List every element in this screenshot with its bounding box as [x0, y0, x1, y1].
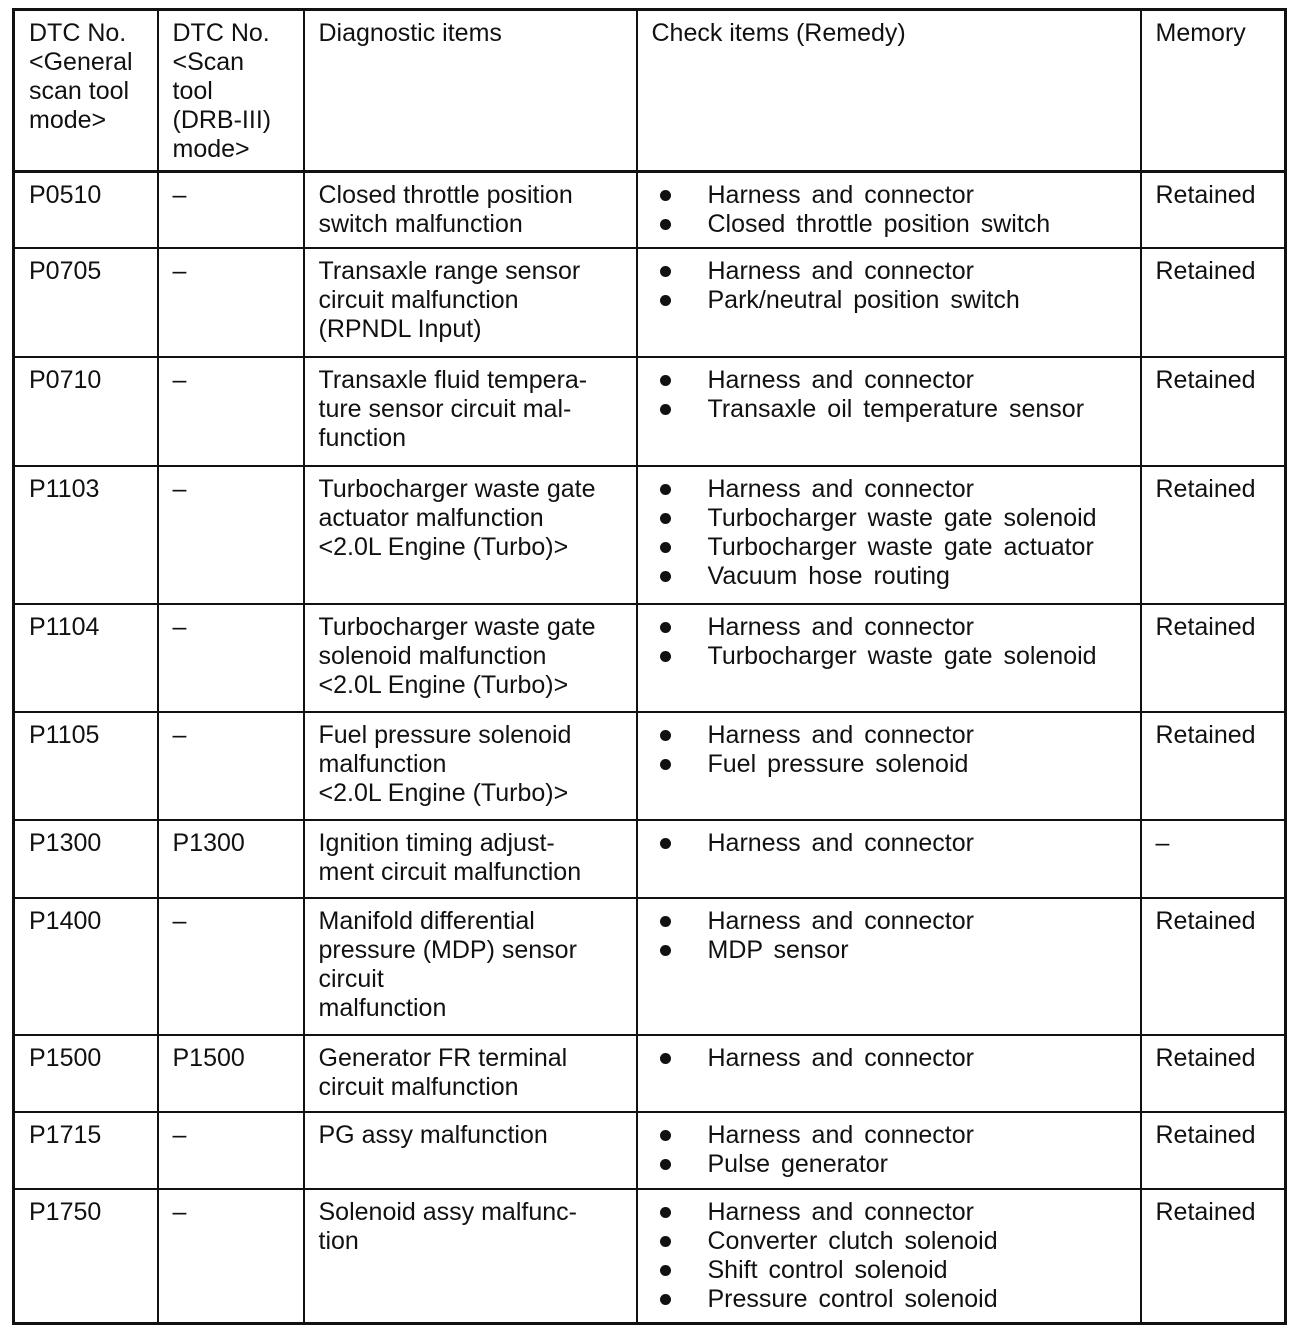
dtc-scan-cell: – [158, 1112, 304, 1189]
check-list [652, 1198, 1130, 1314]
check-item [652, 475, 1130, 504]
table-row [14, 357, 1286, 466]
check-items-cell [637, 898, 1141, 1035]
diagnostic-item-cell: Turbocharger waste gate solenoid malfunction <2.0L Engine (Turbo)> [304, 604, 637, 712]
check-list [652, 1121, 1130, 1179]
check-item [652, 1150, 1130, 1179]
table-row [14, 898, 1286, 1035]
memory-cell: Retained [1141, 466, 1286, 604]
check-item [652, 366, 1130, 395]
dtc-scan-cell: – [158, 898, 304, 1035]
check-item-text: Turbocharger waste gate solenoid [707, 641, 1097, 670]
check-list [652, 613, 1130, 671]
memory-cell: Retained [1141, 172, 1286, 248]
bullet-icon [660, 730, 671, 741]
check-list [652, 257, 1130, 315]
check-item [652, 504, 1130, 533]
check-item [652, 562, 1130, 591]
check-item-text: Harness and connector [707, 720, 974, 749]
diagnostic-item-cell: Closed throttle position switch malfunction [304, 172, 637, 248]
table-row [14, 466, 1286, 604]
bullet-icon [660, 1159, 671, 1170]
check-item [652, 936, 1130, 965]
dtc-scan-cell: – [158, 604, 304, 712]
bullet-icon [660, 404, 671, 415]
table-row [14, 604, 1286, 712]
check-item [652, 1256, 1130, 1285]
check-list [652, 907, 1130, 965]
dtc-general-cell: P0710 [14, 357, 158, 466]
table-row [14, 1189, 1286, 1324]
memory-cell: Retained [1141, 1112, 1286, 1189]
table-row [14, 1035, 1286, 1112]
check-items-cell [637, 357, 1141, 466]
bullet-icon [660, 295, 671, 306]
table-row [14, 820, 1286, 898]
memory-cell: Retained [1141, 1035, 1286, 1112]
bullet-icon [660, 513, 671, 524]
bullet-icon [660, 1265, 671, 1276]
bullet-icon [660, 1130, 671, 1141]
header-dtc-scan: DTC No. <Scan tool (DRB-III) mode> [158, 10, 304, 172]
dtc-general-cell: P1400 [14, 898, 158, 1035]
memory-cell: Retained [1141, 357, 1286, 466]
check-item-text: Harness and connector [707, 256, 974, 285]
dtc-general-cell: P1104 [14, 604, 158, 712]
bullet-icon [660, 1236, 671, 1247]
bullet-icon [660, 484, 671, 495]
table-row [14, 1112, 1286, 1189]
bullet-icon [660, 651, 671, 662]
diagnostic-item-cell: Fuel pressure solenoid malfunction <2.0L Engine (Turbo)> [304, 712, 637, 820]
check-item-text: Harness and connector [707, 181, 974, 209]
bullet-icon [660, 219, 671, 230]
diagnostic-item-cell: Ignition timing adjust- ment circuit malfunction [304, 820, 637, 898]
check-item-text: Fuel pressure solenoid [707, 749, 969, 778]
check-item [652, 1044, 1130, 1073]
dtc-general-cell: P1300 [14, 820, 158, 898]
dtc-scan-cell: – [158, 357, 304, 466]
check-item [652, 907, 1130, 936]
check-items-cell [637, 604, 1141, 712]
check-item-text: Shift control solenoid [707, 1255, 948, 1284]
check-item [652, 642, 1130, 671]
memory-cell: Retained [1141, 1189, 1286, 1324]
check-item-text: MDP sensor [707, 935, 849, 964]
check-items-cell [637, 248, 1141, 357]
header-memory: Memory [1141, 10, 1286, 172]
check-item [652, 829, 1130, 858]
check-item-text: Harness and connector [707, 828, 974, 857]
header-diagnostic-items: Diagnostic items [304, 10, 637, 172]
check-items-cell [637, 820, 1141, 898]
check-item [652, 1198, 1130, 1227]
bullet-icon [660, 945, 671, 956]
bullet-icon [660, 622, 671, 633]
header-dtc-general: DTC No. <General scan tool mode> [14, 10, 158, 172]
check-item [652, 750, 1130, 779]
check-item [652, 395, 1130, 424]
check-item-text: Harness and connector [707, 906, 974, 935]
check-item-text: Park/neutral position switch [707, 285, 1020, 314]
dtc-general-cell: P0510 [14, 172, 158, 248]
dtc-table [12, 8, 1287, 1325]
dtc-scan-cell: – [158, 172, 304, 248]
check-item-text: Harness and connector [707, 1197, 974, 1226]
check-item-text: Vacuum hose routing [707, 561, 950, 590]
bullet-icon [660, 542, 671, 553]
dtc-scan-cell: – [158, 1189, 304, 1324]
bullet-icon [660, 571, 671, 582]
check-item-text: Turbocharger waste gate solenoid [707, 503, 1097, 532]
check-item [652, 210, 1130, 239]
check-item-text: Pulse generator [707, 1149, 889, 1178]
header-row [14, 10, 1286, 172]
diagnostic-item-cell: Manifold differential pressure (MDP) sensor circuit malfunction [304, 898, 637, 1035]
dtc-general-cell: P0705 [14, 248, 158, 357]
bullet-icon [660, 1053, 671, 1064]
table-row [14, 248, 1286, 357]
memory-cell: Retained [1141, 248, 1286, 357]
dtc-general-cell: P1103 [14, 466, 158, 604]
dtc-general-cell: P1500 [14, 1035, 158, 1112]
dtc-scan-cell: – [158, 248, 304, 357]
check-item-text: Closed throttle position switch [707, 210, 1051, 238]
check-items-cell [637, 466, 1141, 604]
table-row [14, 172, 1286, 248]
bullet-icon [660, 190, 671, 201]
bullet-icon [660, 1207, 671, 1218]
dtc-scan-cell: – [158, 466, 304, 604]
check-item [652, 1227, 1130, 1256]
dtc-general-cell: P1105 [14, 712, 158, 820]
bullet-icon [660, 266, 671, 277]
dtc-scan-cell: P1500 [158, 1035, 304, 1112]
dtc-general-cell: P1715 [14, 1112, 158, 1189]
check-item [652, 1285, 1130, 1314]
bullet-icon [660, 916, 671, 927]
check-item-text: Pressure control solenoid [707, 1284, 998, 1313]
check-item-text: Harness and connector [707, 612, 974, 641]
check-item-text: Harness and connector [707, 1043, 974, 1072]
check-list [652, 721, 1130, 779]
check-list [652, 366, 1130, 424]
check-item [652, 257, 1130, 286]
diagnostic-item-cell: Turbocharger waste gate actuator malfunction <2.0L Engine (Turbo)> [304, 466, 637, 604]
bullet-icon [660, 375, 671, 386]
check-items-cell [637, 172, 1141, 248]
check-item-text: Harness and connector [707, 474, 974, 503]
diagnostic-item-cell: Solenoid assy malfunc- tion [304, 1189, 637, 1324]
diagnostic-item-cell: Transaxle range sensor circuit malfunction (RPNDL Input) [304, 248, 637, 357]
check-item [652, 181, 1130, 210]
check-items-cell [637, 1035, 1141, 1112]
diagnostic-item-cell: Generator FR terminal circuit malfunction [304, 1035, 637, 1112]
header-check-items: Check items (Remedy) [637, 10, 1141, 172]
bullet-icon [660, 1294, 671, 1305]
check-item-text: Harness and connector [707, 1120, 974, 1149]
memory-cell: – [1141, 820, 1286, 898]
check-item-text: Harness and connector [707, 365, 974, 394]
check-item [652, 1121, 1130, 1150]
check-item [652, 286, 1130, 315]
dtc-general-cell: P1750 [14, 1189, 158, 1324]
check-item-text: Transaxle oil temperature sensor [707, 394, 1085, 423]
diagnostic-item-cell: Transaxle fluid tempera- ture sensor circuit mal- function [304, 357, 637, 466]
dtc-scan-cell: P1300 [158, 820, 304, 898]
diagnostic-item-cell: PG assy malfunction [304, 1112, 637, 1189]
table-body [14, 172, 1286, 1324]
memory-cell: Retained [1141, 712, 1286, 820]
bullet-icon [660, 838, 671, 849]
memory-cell: Retained [1141, 604, 1286, 712]
bullet-icon [660, 759, 671, 770]
check-list [652, 475, 1130, 591]
check-list [652, 1044, 1130, 1073]
check-list [652, 829, 1130, 858]
check-item [652, 721, 1130, 750]
check-item [652, 613, 1130, 642]
check-item [652, 533, 1130, 562]
memory-cell: Retained [1141, 898, 1286, 1035]
check-item-text: Turbocharger waste gate actuator [707, 532, 1094, 561]
check-items-cell [637, 1112, 1141, 1189]
check-items-cell [637, 1189, 1141, 1324]
check-items-cell [637, 712, 1141, 820]
table-row [14, 712, 1286, 820]
dtc-scan-cell: – [158, 712, 304, 820]
check-list [652, 181, 1130, 239]
check-item-text: Converter clutch solenoid [707, 1226, 998, 1255]
